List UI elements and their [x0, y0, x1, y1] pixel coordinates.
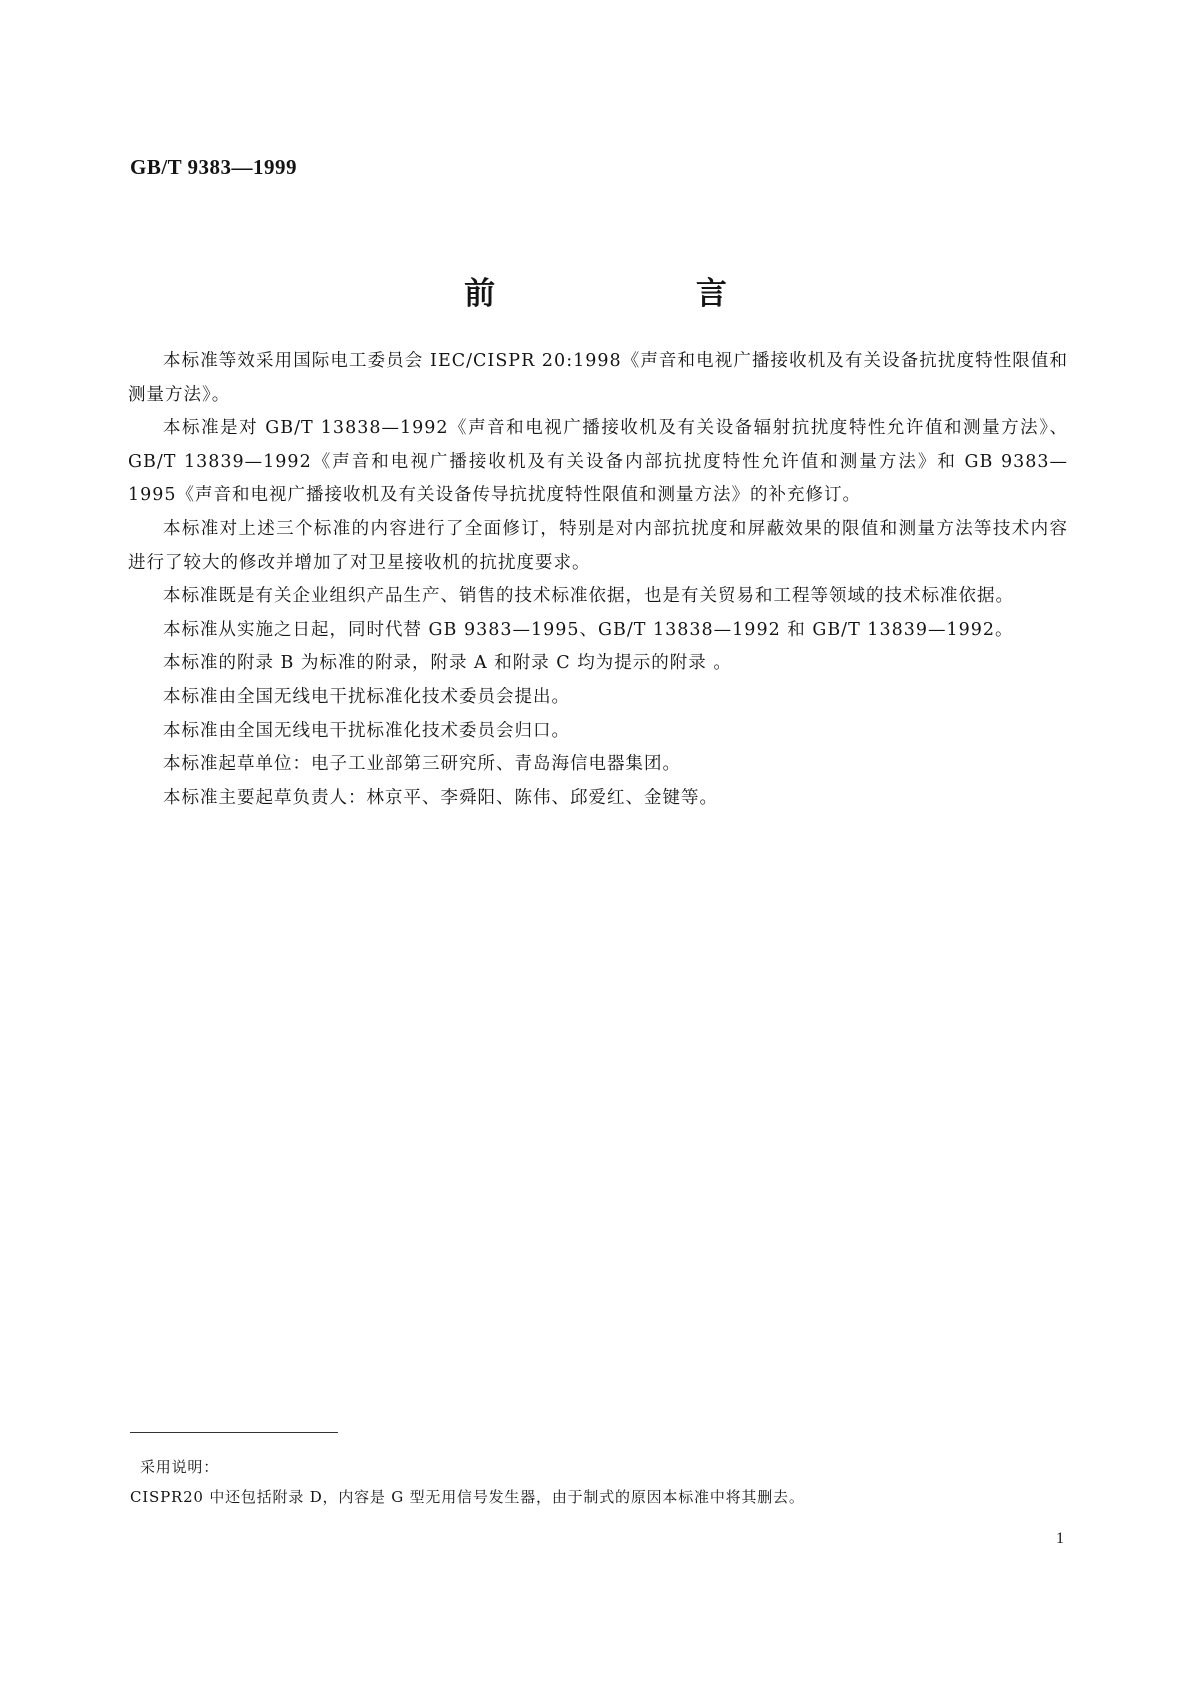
paragraph: 本标准是对 GB/T 13838—1992《声音和电视广播接收机及有关设备辐射抗扰度特性允许值和测量方法》、GB/T 13839—1992《声音和电视广播接收机及有关设备内部抗扰度特性允许值和测量方法》和 GB 9383—1995《声音和电视广播接收机及有关设备传导抗扰度特性限值和测量方法》的补充修订。 — [128, 418, 1068, 506]
footnote-text: CISPR20 中还包括附录 D，内容是 G 型无用信号发生器，由于制式的原因本标准中将其删去。 — [130, 1488, 805, 1506]
footnote-divider — [130, 1432, 338, 1433]
foreword-body — [128, 345, 1068, 815]
paragraph: 本标准的附录 B 为标准的附录，附录 A 和附录 C 均为提示的附录 。 — [163, 653, 732, 674]
page-number: 1 — [1056, 1530, 1064, 1547]
paragraph: 本标准既是有关企业组织产品生产、销售的技术标准依据，也是有关贸易和工程等领域的技术标准依据。 — [163, 586, 1014, 607]
footnote — [130, 1452, 1060, 1512]
paragraph: 本标准由全国无线电干扰标准化技术委员会提出。 — [163, 686, 570, 707]
paragraph: 本标准从实施之日起，同时代替 GB 9383—1995、GB/T 13838—1992 和 GB/T 13839—1992。 — [163, 619, 1014, 640]
standard-code: GB/T 9383—1999 — [130, 155, 298, 179]
paragraph: 本标准起草单位：电子工业部第三研究所、青岛海信电器集团。 — [163, 754, 681, 775]
page-title: 前 言 — [464, 276, 822, 312]
paragraph: 本标准主要起草负责人：林京平、李舜阳、陈伟、邱爱红、金键等。 — [163, 787, 718, 808]
footnote-title: 采用说明： — [140, 1458, 220, 1476]
paragraph: 本标准等效采用国际电工委员会 IEC/CISPR 20:1998《声音和电视广播接收机及有关设备抗扰度特性限值和测量方法》。 — [128, 351, 1068, 405]
paragraph: 本标准对上述三个标准的内容进行了全面修订，特别是对内部抗扰度和屏蔽效果的限值和测量方法等技术内容进行了较大的修改并增加了对卫星接收机的抗扰度要求。 — [128, 518, 1068, 573]
paragraph: 本标准由全国无线电干扰标准化技术委员会归口。 — [163, 720, 570, 741]
